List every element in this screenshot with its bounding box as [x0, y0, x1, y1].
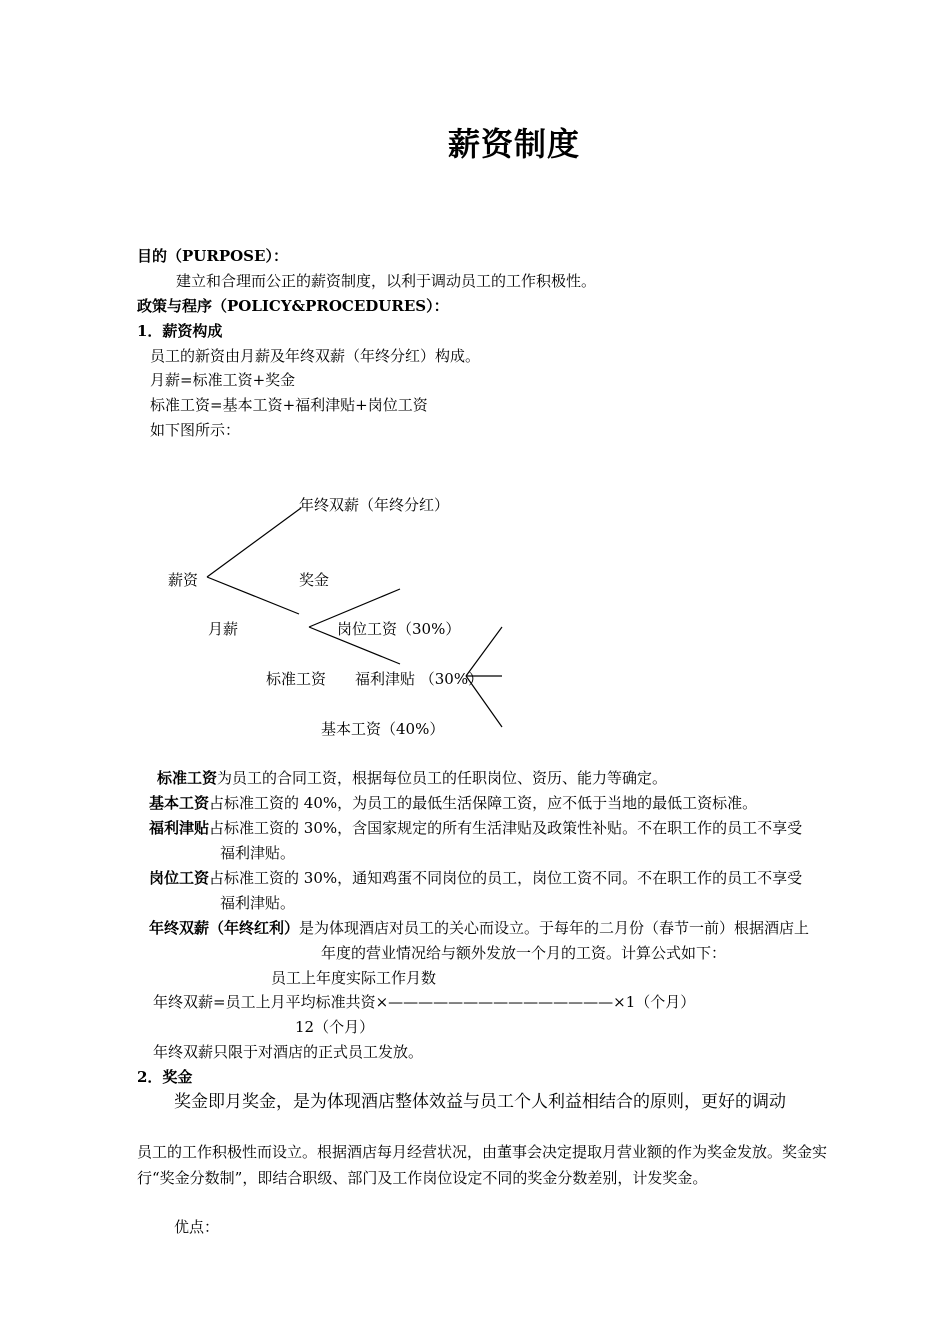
- definition-text: 为员工的合同工资，根据每位员工的任职岗位、资历、能力等确定。: [217, 769, 668, 787]
- branch-line: [207, 577, 299, 614]
- diagram-bonus-label: 奖金: [299, 571, 330, 589]
- definition-annual: [149, 918, 809, 938]
- section2-paragraph: 员工的工作积极性而设立。根据酒店每月经营状况，由董事会决定提取月营业额的作为奖金发放。奖金实行“奖金分数制”，即结合职级、部门及工作岗位设定不同的奖金分数差别，计发奖金。: [137, 1143, 828, 1187]
- definition-position: [149, 868, 802, 888]
- definition-term: 年终双薪（年终红利）: [149, 919, 300, 937]
- definition-term: 标准工资: [157, 769, 218, 787]
- diagram-position-label: 岗位工资（30%）: [337, 620, 461, 638]
- diagram-welfare-label: 福利津贴 （30%）: [355, 670, 484, 688]
- definition-basic: [149, 793, 757, 813]
- formula-denominator: 12（个月）: [295, 1018, 375, 1036]
- diagram-monthly-label: 月薪: [208, 620, 239, 638]
- diagram-root-label: 薪资: [168, 571, 199, 589]
- diagram-annual-label: 年终双薪（年终分红）: [299, 496, 450, 514]
- section1-line: 员工的新资由月薪及年终双薪（年终分红）构成。: [150, 347, 481, 365]
- section1-line: 如下图所示：: [150, 421, 241, 439]
- section1-line: 月薪=标准工资+奖金: [150, 371, 296, 389]
- definition-welfare-cont: 福利津贴。: [220, 844, 296, 862]
- section1-line: 标准工资=基本工资+福利津贴+岗位工资: [150, 396, 428, 414]
- diagram-basic-label: 基本工资（40%）: [321, 720, 445, 738]
- definition-text: 是为体现酒店对员工的关心而设立。于每年的二月份（春节一前）根据酒店上: [299, 919, 810, 937]
- formula-note: 年终双薪只限于对酒店的正式员工发放。: [153, 1043, 424, 1061]
- definition-text: 占标准工资的 30%，含国家规定的所有生活津贴及政策性补贴。不在职工作的员工不享受: [209, 819, 803, 837]
- definition-term: 岗位工资: [149, 869, 210, 887]
- formula-numerator: 员工上年度实际工作月数: [271, 969, 437, 987]
- purpose-text: 建立和合理而公正的薪资制度，以利于调动员工的工作积极性。: [176, 272, 597, 290]
- purpose-heading: 目的（PURPOSE）：: [137, 247, 288, 265]
- page-title: 薪资制度: [448, 125, 581, 163]
- definition-text: 占标准工资的 40%，为员工的最低生活保障工资，应不低于当地的最低工资标准。: [209, 794, 758, 812]
- section2-heading: 2．奖金: [137, 1068, 193, 1086]
- definition-text: 占标准工资的 30%，通知鸡蛋不同岗位的员工，岗位工资不同。不在职工作的员工不享受: [209, 869, 803, 887]
- policy-heading: 政策与程序（POLICY&PROCEDURES）：: [137, 297, 449, 315]
- diagram-standard-label: 标准工资: [266, 670, 327, 688]
- definition-term: 福利津贴: [149, 819, 210, 837]
- definition-annual-cont: 年度的营业情况给与额外发放一个月的工资。计算公式如下：: [321, 944, 727, 962]
- definition-welfare: [149, 818, 802, 838]
- definition-term: 基本工资: [149, 794, 210, 812]
- branch-line: [207, 508, 301, 577]
- section1-heading: 1．薪资构成: [137, 322, 223, 340]
- definition-standard: [157, 768, 667, 788]
- definition-position-cont: 福利津贴。: [220, 894, 296, 912]
- section2-advantages: 优点：: [174, 1218, 220, 1236]
- section2-line1: 奖金即月奖金，是为体现酒店整体效益与员工个人利益相结合的原则，更好的调动: [174, 1092, 786, 1112]
- formula-main: 年终双薪=员工上月平均标准共资×———————————————×1（个月）: [153, 993, 696, 1011]
